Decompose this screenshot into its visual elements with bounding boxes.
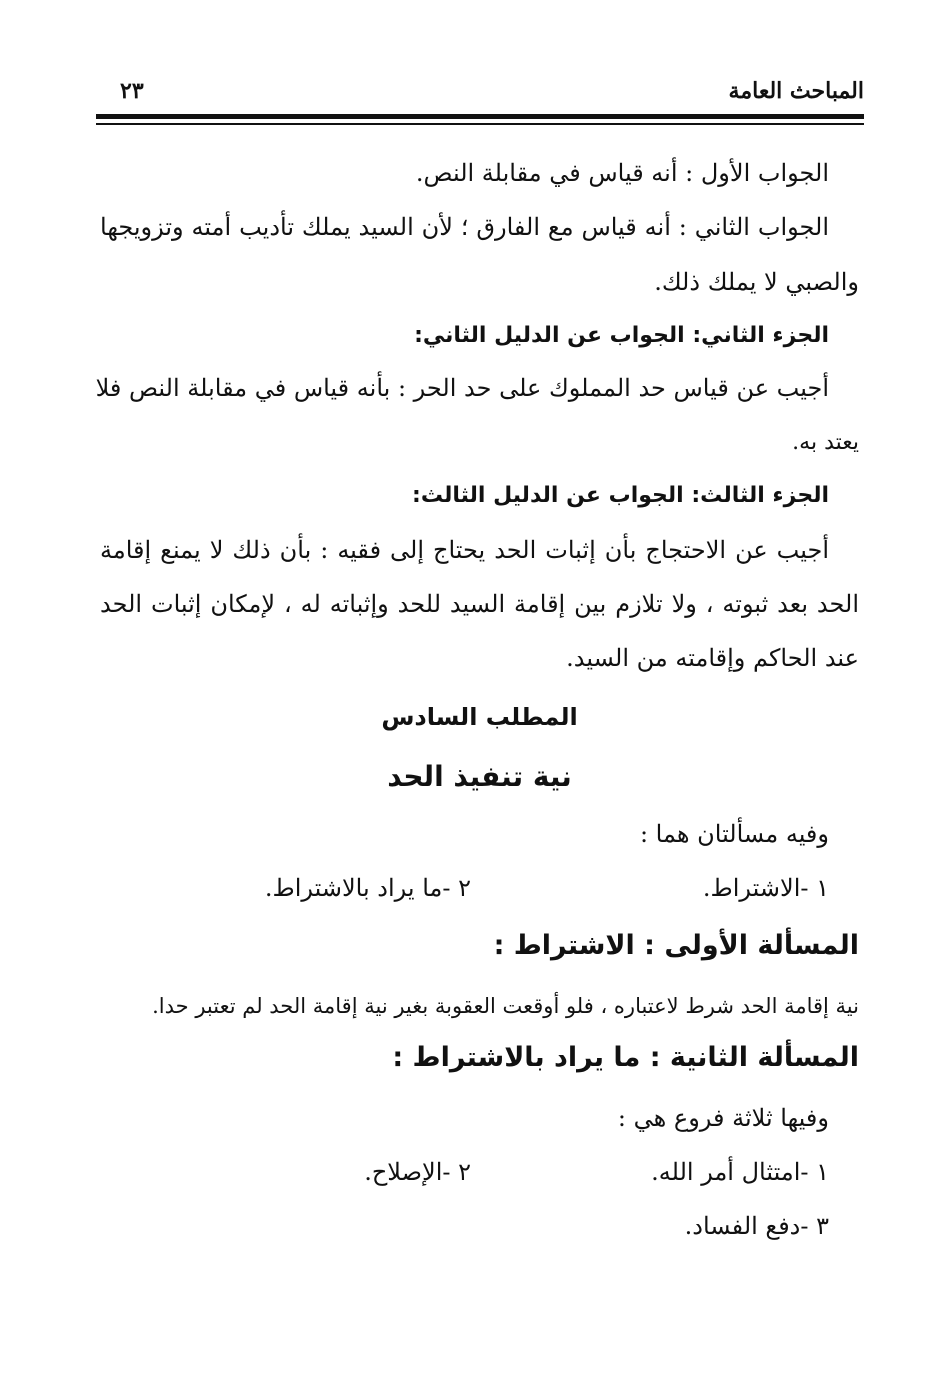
part-three-text-line-2: الحد بعد ثبوته ، ولا تلازم بين إقامة السيد للحد وإثباته له ، لإمكان إثبات الحد [100, 590, 859, 618]
answer-two-line-1: الجواب الثاني : أنه قياس مع الفارق ؛ لأن السيد يملك تأديب أمته وتزويجها [100, 213, 830, 241]
header-rule-thin [96, 123, 864, 125]
section-label: المطلب السادس [381, 703, 578, 731]
header-title: المباحث العامة [728, 78, 864, 104]
issue-one-text: نية إقامة الحد شرط لاعتباره ، فلو أوقعت العقوبة بغير نية إقامة الحد لم تعتبر حدا. [152, 994, 859, 1018]
part-three-text-line-1: أجيب عن الاحتجاج بأن إثبات الحد يحتاج إلى فقيه : بأن ذلك لا يمنع إقامة [100, 536, 829, 564]
part-two-text-line-1: أجيب عن قياس حد المملوك على حد الحر : بأنه قياس في مقابلة النص فلا [95, 374, 829, 402]
answer-one: الجواب الأول : أنه قياس في مقابلة النص. [415, 159, 829, 187]
running-header [96, 78, 864, 118]
answer-two-line-2: والصبي لا يملك ذلك. [654, 268, 859, 296]
part-two-text-line-2: يعتد به. [792, 430, 859, 455]
page-number: ٢٣ [120, 78, 144, 104]
issue-one-heading: المسألة الأولى : الاشتراط : [493, 930, 859, 961]
list-two-item-2: ٢ -الإصلاح. [364, 1158, 471, 1186]
issues-intro: وفيه مسألتان هما : [639, 820, 829, 848]
part-two-heading: الجزء الثاني: الجواب عن الدليل الثاني: [414, 323, 829, 348]
list-two-item-1: ١ -امتثال أمر الله. [651, 1158, 829, 1186]
header-rule-thick [96, 114, 864, 119]
list-two-item-3: ٣ -دفع الفساد. [684, 1212, 829, 1240]
part-three-heading: الجزء الثالث: الجواب عن الدليل الثالث: [412, 483, 829, 508]
issue-two-intro: وفيها ثلاثة فروع هي : [617, 1104, 829, 1132]
issue-two-heading: المسألة الثانية : ما يراد بالاشتراط : [392, 1042, 859, 1073]
part-three-text-line-3: عند الحاكم وإقامته من السيد. [566, 644, 859, 672]
section-title: نية تنفيذ الحد [387, 760, 572, 793]
list-one-item-2: ٢ -ما يراد بالاشتراط. [264, 874, 471, 902]
list-one-item-1: ١ -الاشتراط. [702, 874, 829, 902]
